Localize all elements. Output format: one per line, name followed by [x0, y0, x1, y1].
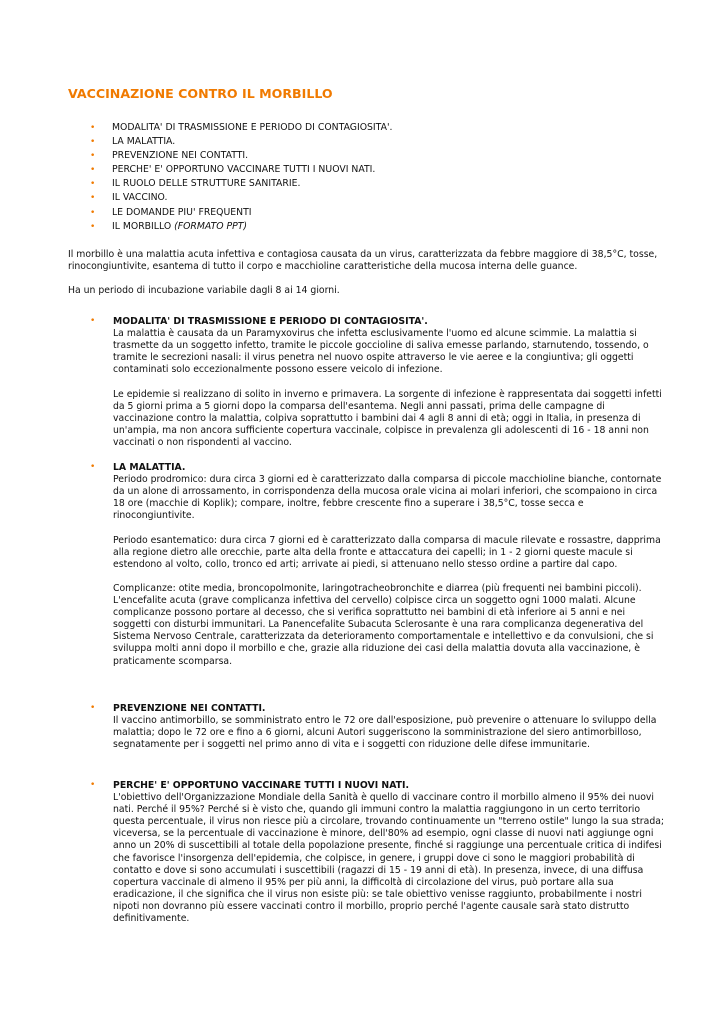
section-paragraph: Le epidemie si realizzano di solito in inverno e primavera. La sorgente di infezione è rappresentata dai soggetti infetti da 5 giorni prima a 5 giorni dopo la comparsa dell'esantema. Negli anni passati, prima delle campagne di vaccinazione contro la malattia, colpiva soprattutto i bambini dai 4 agli 8 anni di età; oggi in Italia, in presenza di un'ampia, ma non ancora sufficiente copertura vaccinale, colpisce in prevalenza gli adolescenti di 16 - 18 anni non vaccinati o non rispondenti al vaccino. [113, 388, 662, 448]
toc-item-label[interactable]: PREVENZIONE NEI CONTATTI. [112, 150, 249, 162]
table-of-contents [90, 121, 393, 234]
bullet-icon: • [90, 137, 96, 148]
bullet-icon: • [90, 123, 96, 133]
toc-item[interactable] [90, 206, 393, 220]
bullet-icon: • [90, 316, 96, 326]
toc-item[interactable] [90, 177, 393, 191]
toc-item-label[interactable]: IL MORBILLO [112, 220, 175, 232]
bullet-icon: • [90, 780, 96, 790]
bullet-icon: • [90, 703, 96, 713]
section-heading: LA MALATTIA. [113, 462, 186, 473]
toc-item-label[interactable]: PERCHE' E' OPPORTUNO VACCINARE TUTTI I NUOVI NATI. [112, 164, 376, 176]
section-heading: MODALITA' DI TRASMISSIONE E PERIODO DI CONTAGIOSITA'. [113, 316, 428, 327]
bullet-icon: • [90, 462, 96, 472]
section-transmission [90, 316, 665, 449]
section-paragraph: L'obiettivo dell'Organizzazione Mondiale della Sanità è quello di vaccinare contro il morbillo almeno il 95% dei nuovi nati. Perché il 95%? Perché si è visto che, quando gli immuni contro la malattia raggiungono in un certo territorio questa percentuale, il virus non riesce più a circolare, trovando continuamente un "terreno ostile" lungo la sua strada; viceversa, se la percentuale di vaccinazione è minore, dell'80% ad esempio, ogni classe di nuovi nati aggiunge ogni anno un 20% di suscettibili al totale della popolazione presente, finché si raggiunge una percentuale critica di indifesi che favorisce l'insorgenza dell'epidemia, che colpisce, in genere, i gruppi dove ci sono le maggiori probabilità di contatto e dove si sono accumulati i suscettibili (ragazzi di 15 - 19 anni di età). In presenza, invece, di una diffusa copertura vaccinale di almeno il 95% per più anni, la difficoltà di circolazione del virus, può portare alla sua eradicazione, il che significa che il virus non esiste più: se tale obiettivo venisse raggiunto, probabilmente i nostri nipoti non dovranno più essere vaccinati contro il morbillo, proprio perché l'agente causale sarà stato distrutto definitivamente. [113, 792, 665, 925]
intro-paragraph: Il morbillo è una malattia acuta infettiva e contagiosa causata da un virus, caratterizzata da febbre maggiore di 38,5°C, tosse, rinocongiuntivite, esantema di tutto il corpo e macchioline caratteristiche della mucosa interna delle guance. [68, 249, 658, 273]
toc-item-label[interactable]: MODALITA' DI TRASMISSIONE E PERIODO DI CONTAGIOSITA'. [112, 122, 393, 133]
toc-item-label[interactable]: IL VACCINO. [112, 192, 168, 204]
section-heading: PERCHE' E' OPPORTUNO VACCINARE TUTTI I NUOVI NATI. [113, 780, 410, 791]
section-disease [90, 462, 665, 668]
section-paragraph: Complicanze: otite media, broncopolmonite, laringotracheobronchite e diarrea (più frequenti nei bambini piccoli). L'encefalite acuta (grave complicanza infettiva del cervello) colpisce circa un soggetto ogni 1000 malati. Alcune complicanze possono portare al decesso, che si verifica soprattutto nei bambini di età inferiore ai 5 anni e nei soggetti con disturbi immunitari. La Panencefalite Subacuta Sclerosante è una rara complicanza degenerativa del Sistema Nervoso Centrale, caratterizzata da deterioramento comportamentale e intellettivo e da convulsioni, che si sviluppa molti anni dopo il morbillo e che, grazie alla riduzione dei casi della malattia dovuta alla vaccinazione, è praticamente scomparsa. [113, 582, 654, 667]
toc-item[interactable] [90, 135, 393, 149]
toc-item[interactable] [90, 220, 393, 234]
bullet-icon: • [90, 151, 96, 162]
toc-item[interactable] [90, 191, 393, 205]
bullet-icon: • [90, 207, 96, 218]
section-paragraph: Periodo prodromico: dura circa 3 giorni ed è caratterizzato dalla comparsa di piccole macchioline bianche, contornate da un alone di arrossamento, in corrispondenza della mucosa orale vicina ai molari inferiori, che scompaiono in circa 18 ore (macchie di Koplik); compare, inoltre, febbre crescente fino a superare i 38,5°C, tosse secca e rinocongiuntivite. [113, 474, 662, 522]
bullet-icon: • [90, 221, 96, 232]
toc-item-label[interactable]: LA MALATTIA. [112, 136, 176, 148]
bullet-icon: • [90, 193, 96, 204]
section-paragraph: La malattia è causata da un Paramyxovirus che infetta esclusivamente l'uomo ed alcune scimmie. La malattia si trasmette da un soggetto infetto, tramite le piccole goccioline di saliva emesse parlando, starnutendo, tossendo, o tramite le secrezioni nasali: il virus penetra nel nuovo ospite attraverso le vie aeree e la congiuntiva; gli oggetti contaminati solo eccezionalmente possono essere veicolo di infezione. [113, 328, 649, 376]
toc-item-format-note[interactable]: (FORMATO PPT) [174, 220, 248, 232]
section-paragraph: Il vaccino antimorbillo, se somministrato entro le 72 ore dall'esposizione, può prevenire o attenuare lo sviluppo della malattia; dopo le 72 ore e fino a 6 giorni, alcuni Autori suggeriscono la somministrazione del siero antimorbilloso, segnatamente per i soggetti nel primo anno di vita e i soggetti con riduzione delle difese immunitarie. [113, 715, 657, 751]
toc-item-label[interactable]: IL RUOLO DELLE STRUTTURE SANITARIE. [112, 178, 301, 190]
page-title: VACCINAZIONE CONTRO IL MORBILLO [68, 86, 333, 101]
bullet-icon: • [90, 179, 96, 190]
intro-incubation: Ha un periodo di incubazione variabile dagli 8 ai 14 giorni. [68, 285, 340, 296]
section-why-vaccinate [90, 780, 665, 925]
toc-item[interactable] [90, 163, 393, 177]
toc-item[interactable] [90, 121, 393, 135]
toc-item-label[interactable]: LE DOMANDE PIU' FREQUENTI [112, 206, 252, 218]
section-prevention [90, 703, 665, 751]
section-heading: PREVENZIONE NEI CONTATTI. [113, 703, 266, 714]
toc-item[interactable] [90, 149, 393, 163]
section-paragraph: Periodo esantematico: dura circa 7 giorni ed è caratterizzato dalla comparsa di macule rilevate e rossastre, dapprima alla regione dietro alle orecchie, parte alta della fronte e attaccatura dei capelli; in 1 - 2 giorni queste macule si estendono al volto, collo, tronco ed arti; arrivate ai piedi, si attenuano nello stesso ordine a partire dal capo. [113, 534, 661, 570]
bullet-icon: • [90, 165, 96, 176]
